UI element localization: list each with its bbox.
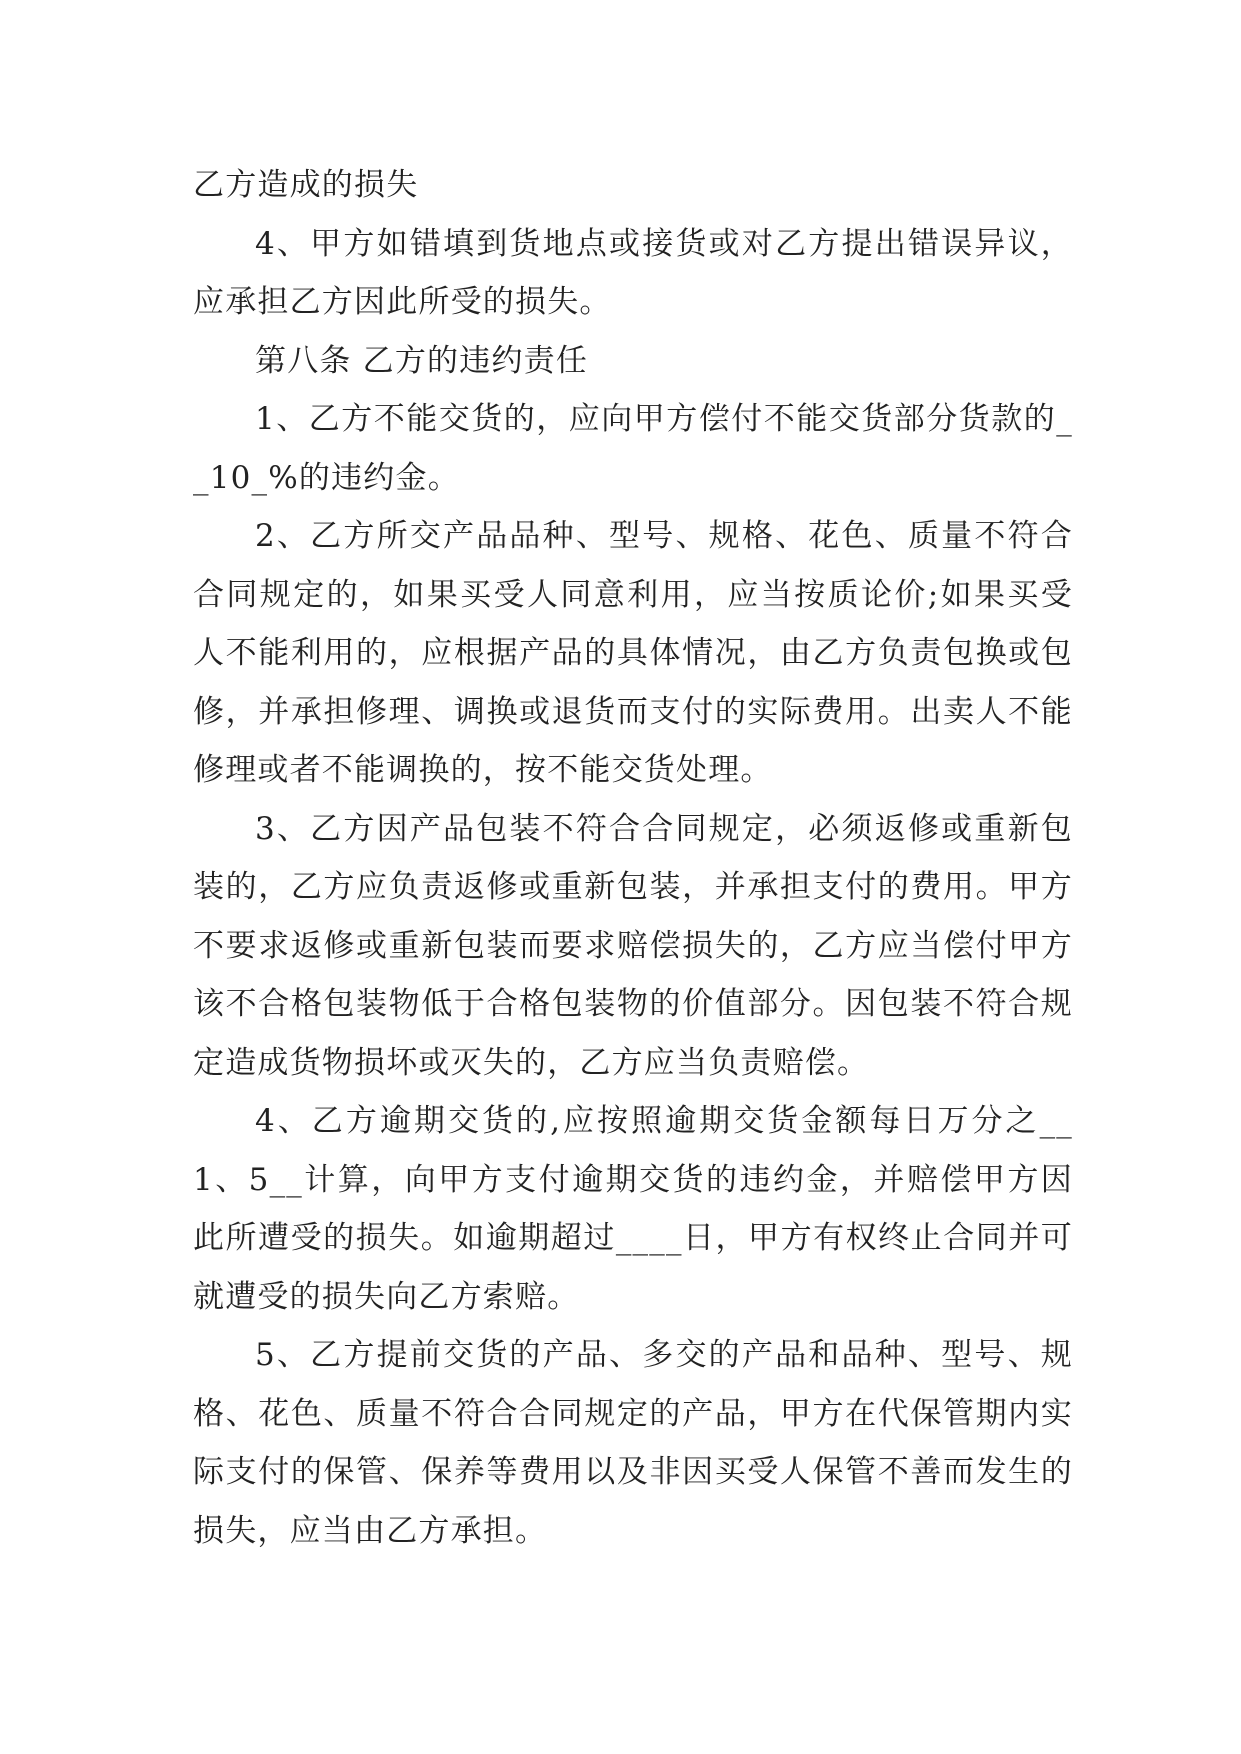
paragraph-clause-4-address-error: 4、甲方如错填到货地点或接货或对乙方提出错误异议，应承担乙方因此所受的损失。 [193, 225, 1073, 320]
paragraph-clause-2-nonconforming: 2、乙方所交产品品种、型号、规格、花色、质量不符合合同规定的，如果买受人同意利用，应当按质论价;如果买受人不能利用的，应根据产品的具体情况，由乙方负责包换或包修，并承担修理、调换或退货而支付的实际费用。出卖人不能修理或者不能调换的，按不能交货处理。 [193, 518, 1073, 788]
paragraph-loss-continuation: 乙方造成的损失 [193, 167, 419, 203]
paragraph-clause-4-late-delivery: 4、乙方逾期交货的,应按照逾期交货金额每日万分之__1、5__计算，向甲方支付逾期交货的违约金，并赔偿甲方因此所遭受的损失。如逾期超过____日，甲方有权终止合同并可就遭受的损失向乙方索赔。 [193, 1103, 1073, 1315]
paragraph-clause-5-early-delivery: 5、乙方提前交货的产品、多交的产品和品种、型号、规格、花色、质量不符合合同规定的产品，甲方在代保管期内实际支付的保管、保养等费用以及非因买受人保管不善而发生的损失，应当由乙方承担。 [193, 1337, 1073, 1549]
paragraph-clause-3-packaging: 3、乙方因产品包装不符合合同规定，必须返修或重新包装的，乙方应负责返修或重新包装，并承担支付的费用。甲方不要求返修或重新包装而要求赔偿损失的，乙方应当偿付甲方该不合格包装物低于合格包装物的价值部分。因包装不符合规定造成货物损坏或灭失的，乙方应当负责赔偿。 [193, 810, 1073, 1081]
section-heading-article-8: 第八条 乙方的违约责任 [255, 342, 589, 379]
paragraph-clause-1-no-delivery: 1、乙方不能交货的，应向甲方偿付不能交货部分货款的__10_%的违约金。 [193, 401, 1073, 496]
document-body [193, 156, 1073, 1560]
